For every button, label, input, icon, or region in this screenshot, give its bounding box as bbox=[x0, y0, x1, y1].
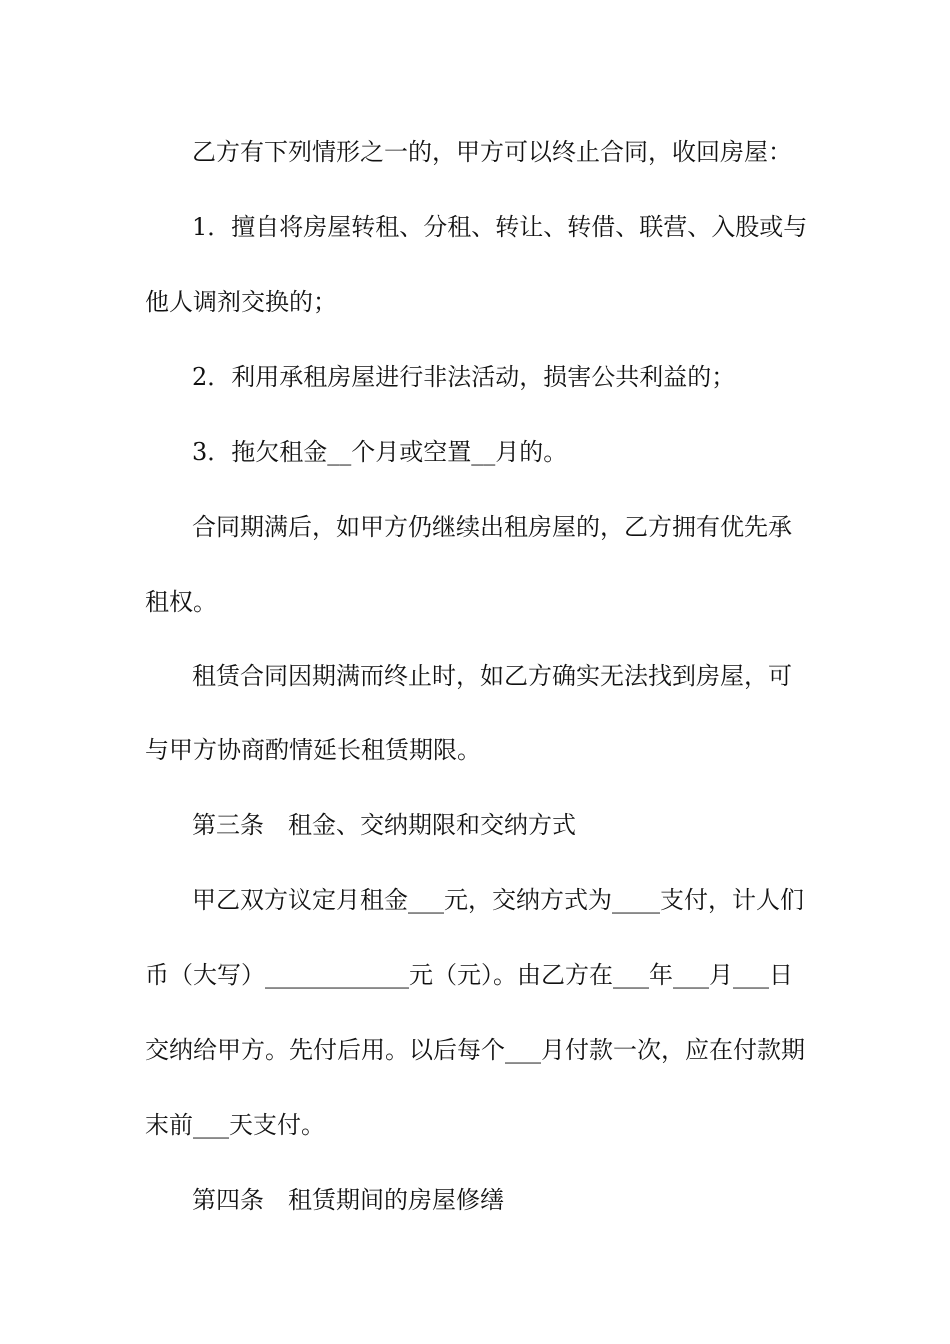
clause-item-1-continued: 他人调剂交换的； bbox=[145, 288, 337, 316]
section-heading-article-3: 第三条 租金、交纳期限和交纳方式 bbox=[192, 811, 576, 839]
paragraph-renewal-priority: 合同期满后，如甲方仍继续出租房屋的，乙方拥有优先承 bbox=[192, 513, 792, 541]
clause-item-3: 3．拖欠租金__个月或空置__月的。 bbox=[192, 438, 568, 466]
clause-item-1: 1．擅自将房屋转租、分租、转让、转借、联营、入股或与 bbox=[192, 213, 808, 241]
paragraph-rent-terms: 甲乙双方议定月租金___元，交纳方式为____支付，计人们 bbox=[192, 886, 804, 914]
paragraph-rent-terms-line-2: 币（大写）____________元（元）。由乙方在___年___月___日 bbox=[145, 961, 793, 989]
paragraph-renewal-priority-continued: 租权。 bbox=[145, 588, 217, 616]
clause-item-2: 2．利用承租房屋进行非法活动，损害公共利益的； bbox=[192, 363, 736, 391]
paragraph-rent-terms-line-3: 交纳给甲方。先付后用。以后每个___月付款一次，应在付款期 bbox=[145, 1036, 805, 1064]
paragraph-lease-extension-continued: 与甲方协商酌情延长租赁期限。 bbox=[145, 736, 481, 764]
paragraph-lease-extension: 租赁合同因期满而终止时，如乙方确实无法找到房屋，可 bbox=[192, 662, 792, 690]
paragraph-termination-intro: 乙方有下列情形之一的，甲方可以终止合同，收回房屋： bbox=[192, 138, 792, 166]
paragraph-rent-terms-line-4: 末前___天支付。 bbox=[145, 1111, 325, 1139]
section-heading-article-4: 第四条 租赁期间的房屋修缮 bbox=[192, 1186, 504, 1214]
